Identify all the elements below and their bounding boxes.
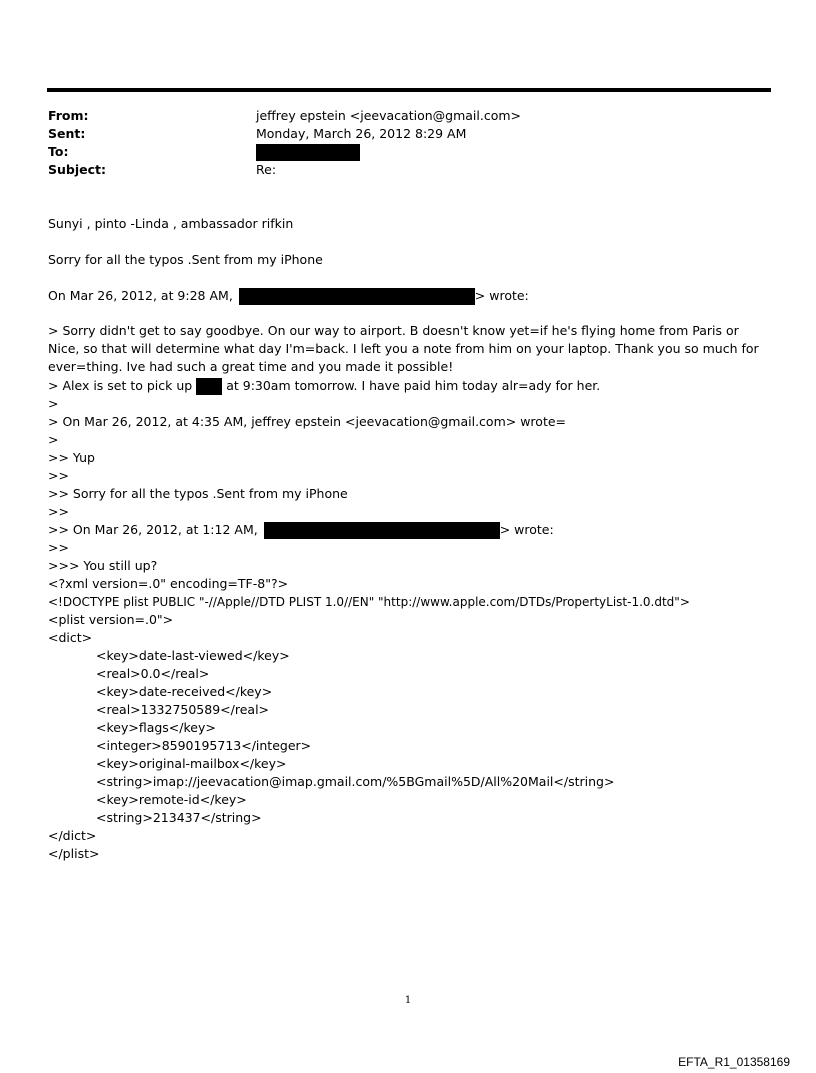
plist-xml-declaration: <?xml version=.0" encoding=TF-8"?> <box>48 576 289 591</box>
quote-intro-suffix: > wrote: <box>474 288 529 303</box>
plist-entry: <key>date-last-viewed</key> <box>96 648 290 663</box>
yup-line: >> Yup <box>48 450 95 465</box>
from-value: jeffrey epstein <jeevacation@gmail.com> <box>256 108 522 123</box>
plist-entry: <key>remote-id</key> <box>96 792 247 807</box>
alex-prefix: > Alex is set to pick up <box>48 378 193 393</box>
to-value <box>256 143 360 161</box>
still-up-line: >>> You still up? <box>48 558 158 573</box>
plist-close-tag: </plist> <box>48 846 100 861</box>
quote-marker: >> <box>48 540 69 555</box>
body-line-typos: Sorry for all the typos .Sent from my iPhone <box>48 252 323 267</box>
plist-entry: <key>original-mailbox</key> <box>96 756 287 771</box>
typos-line-2: >> Sorry for all the typos .Sent from my iPhone <box>48 486 348 501</box>
sent-label: Sent: <box>48 126 86 141</box>
quote-intro-line <box>48 287 772 305</box>
quote-3-intro-line <box>48 521 772 539</box>
redaction-box <box>264 522 500 539</box>
header-rule <box>47 88 771 92</box>
redaction-box <box>239 288 475 305</box>
quote-2-intro: > On Mar 26, 2012, at 4:35 AM, jeffrey epstein <jeevacation@gmail.com> wrote= <box>48 414 567 429</box>
plist-entry: <real>1332750589</real> <box>96 702 270 717</box>
page-number: 1 <box>404 995 412 1006</box>
subject-label: Subject: <box>48 162 106 177</box>
redaction-box <box>196 378 222 395</box>
quote-intro-prefix: On Mar 26, 2012, at 9:28 AM, <box>48 288 233 303</box>
redaction-box <box>256 144 360 161</box>
body-line-names: Sunyi , pinto -Linda , ambassador rifkin <box>48 216 294 231</box>
plist-entry: <string>213437</string> <box>96 810 262 825</box>
alex-suffix: at 9:30am tomorrow. I have paid him today alr=ady for her. <box>226 378 601 393</box>
quote-marker: > <box>48 432 59 447</box>
plist-entry: <integer>8590195713</integer> <box>96 738 312 753</box>
subject-value: Re: <box>256 162 277 177</box>
quote-3-prefix: >> On Mar 26, 2012, at 1:12 AM, <box>48 522 258 537</box>
plist-entry: <real>0.0</real> <box>96 666 210 681</box>
dict-close-tag: </dict> <box>48 828 97 843</box>
document-id: EFTA_R1_01358169 <box>678 1055 790 1069</box>
plist-entry: <string>imap://jeevacation@imap.gmail.com/%5BGmail%5D/All%20Mail</string> <box>96 774 615 789</box>
plist-open-tag: <plist version=.0"> <box>48 612 174 627</box>
quote-marker: >> <box>48 468 69 483</box>
plist-entry: <key>date-received</key> <box>96 684 273 699</box>
quote-marker: >> <box>48 504 69 519</box>
quote-3-suffix: > wrote: <box>499 522 554 537</box>
quote-paragraph: > Sorry didn't get to say goodbye. On our way to airport. B doesn't know yet=if he's flying home from Paris or Nice, so that will determine what day I'm=back. I left you a note from him on your laptop. Thank you so much for ever=thing. Ive had such a great time and you made it possible! <box>48 323 759 374</box>
alex-line <box>48 377 772 395</box>
to-label: To: <box>48 144 69 159</box>
plist-entry: <key>flags</key> <box>96 720 216 735</box>
plist-doctype: <!DOCTYPE plist PUBLIC "-//Apple//DTD PLIST 1.0//EN" "http://www.apple.com/DTDs/PropertyList-1.0.dtd"> <box>48 595 690 609</box>
quote-marker: > <box>48 396 59 411</box>
from-label: From: <box>48 108 89 123</box>
dict-open-tag: <dict> <box>48 630 93 645</box>
sent-value: Monday, March 26, 2012 8:29 AM <box>256 126 467 141</box>
